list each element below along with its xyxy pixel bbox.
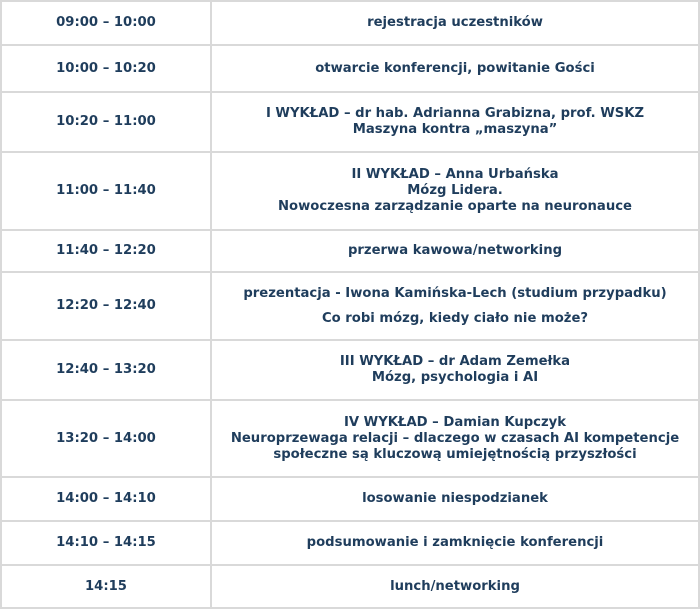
table-row (1, 92, 699, 152)
event-cell (211, 400, 699, 477)
time-cell: 12:40 – 13:20 (1, 340, 211, 400)
table-row (1, 272, 699, 340)
table-row (1, 45, 699, 92)
event-line: II WYKŁAD – Anna Urbańska (351, 167, 559, 182)
event-line: Mózg Lidera. (407, 183, 503, 198)
table-row (1, 230, 699, 272)
time-cell: 10:20 – 11:00 (1, 92, 211, 152)
event-line: otwarcie konferencji, powitanie Gości (315, 60, 595, 76)
table-row (1, 565, 699, 608)
event-line: prezentacja - Iwona Kamińska-Lech (studium przypadku) (243, 285, 667, 301)
event-cell (211, 272, 699, 340)
time-cell: 13:20 – 14:00 (1, 400, 211, 477)
event-line: Mózg, psychologia i AI (371, 370, 539, 385)
event-cell (211, 230, 699, 272)
event-line: I WYKŁAD – dr hab. Adrianna Grabizna, prof. WSKZ (265, 106, 645, 121)
event-cell (211, 565, 699, 608)
time-cell: 12:20 – 12:40 (1, 272, 211, 340)
time-cell: 14:00 – 14:10 (1, 477, 211, 521)
event-line: rejestracja uczestników (367, 15, 543, 30)
event-cell (211, 340, 699, 400)
event-line: przerwa kawowa/networking (347, 243, 563, 258)
table-row (1, 521, 699, 565)
event-cell (211, 1, 699, 45)
time-cell: 14:15 (1, 565, 211, 608)
table-row (1, 340, 699, 400)
event-cell (211, 521, 699, 565)
table-row (1, 477, 699, 521)
time-cell: 14:10 – 14:15 (1, 521, 211, 565)
table-row (1, 400, 699, 477)
event-line: lunch/networking (390, 578, 520, 594)
event-line: Co robi mózg, kiedy ciało nie może? (321, 310, 589, 326)
time-cell: 11:40 – 12:20 (1, 230, 211, 272)
event-line: społeczne są kluczową umiejętnością przyszłości (273, 446, 637, 462)
time-cell: 09:00 – 10:00 (1, 1, 211, 45)
event-line: Nowoczesna zarządzanie oparte na neuronauce (278, 199, 632, 214)
event-line: Maszyna kontra „maszyna” (352, 122, 558, 137)
event-cell (211, 92, 699, 152)
event-line: Neuroprzewaga relacji – dlaczego w czasach AI kompetencje (230, 430, 680, 446)
event-cell (211, 477, 699, 521)
event-cell (211, 45, 699, 92)
event-line: losowanie niespodzianek (362, 491, 548, 506)
event-line: IV WYKŁAD – Damian Kupczyk (343, 414, 567, 430)
time-cell: 11:00 – 11:40 (1, 152, 211, 230)
event-line: III WYKŁAD – dr Adam Zemełka (339, 354, 571, 369)
event-cell (211, 152, 699, 230)
time-cell: 10:00 – 10:20 (1, 45, 211, 92)
event-line: podsumowanie i zamknięcie konferencji (306, 535, 604, 550)
table-row (1, 152, 699, 230)
table-row (1, 1, 699, 45)
